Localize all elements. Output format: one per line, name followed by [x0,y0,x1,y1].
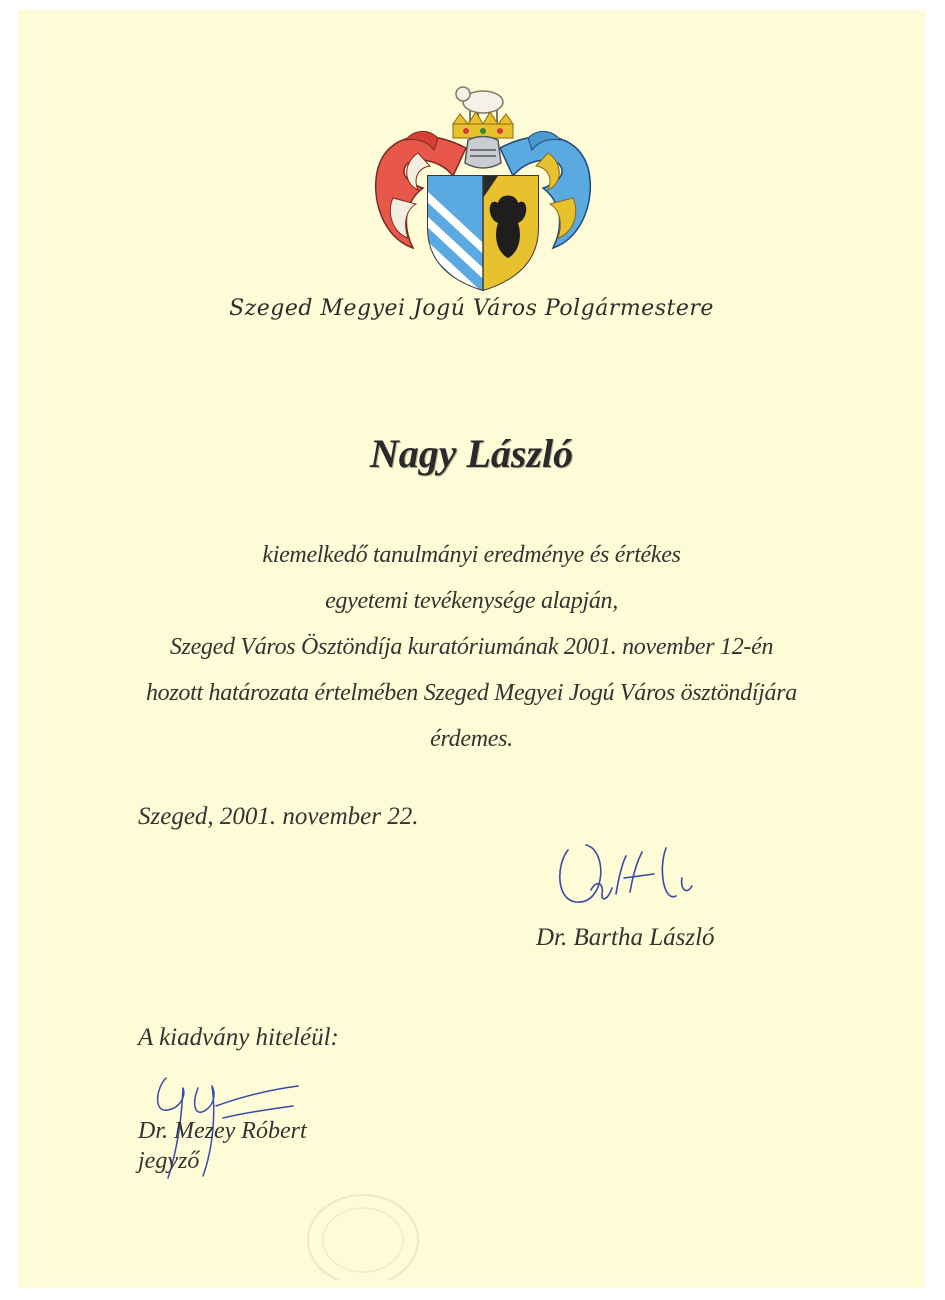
coat-of-arms-icon [358,78,608,293]
embossed-seal-icon [288,1170,438,1280]
lamb-crest [456,87,503,122]
helmet [465,137,501,169]
citation-line: kiemelkedő tanulmányi eredménye és értékes [262,542,681,568]
certificate-page [18,10,925,1288]
shield [418,176,538,293]
signatory-name: Dr. Bartha László [536,924,715,951]
crown [453,112,513,138]
citation-line: egyetemi tevékenysége alapján, [325,588,618,614]
notary-title: jegyző [138,1148,200,1174]
signature-icon [546,830,736,925]
citation-line: érdemes. [430,726,513,752]
recipient-name: Nagy László [369,431,574,476]
issuer-title: Szeged Megyei Jogú Város Polgármestere [229,296,714,321]
citation-text [118,532,825,762]
citation-line: hozott határozata értelmében Szeged Megyei Jogú Város ösztöndíjára [145,680,797,706]
citation-line: Szeged Város Ösztöndíja kuratóriumának 2001. november 12-én [169,634,774,660]
notary-name: Dr. Mezey Róbert [138,1118,307,1144]
place-and-date: Szeged, 2001. november 22. [138,803,419,830]
attestation-label: A kiadvány hiteléül: [138,1024,339,1051]
